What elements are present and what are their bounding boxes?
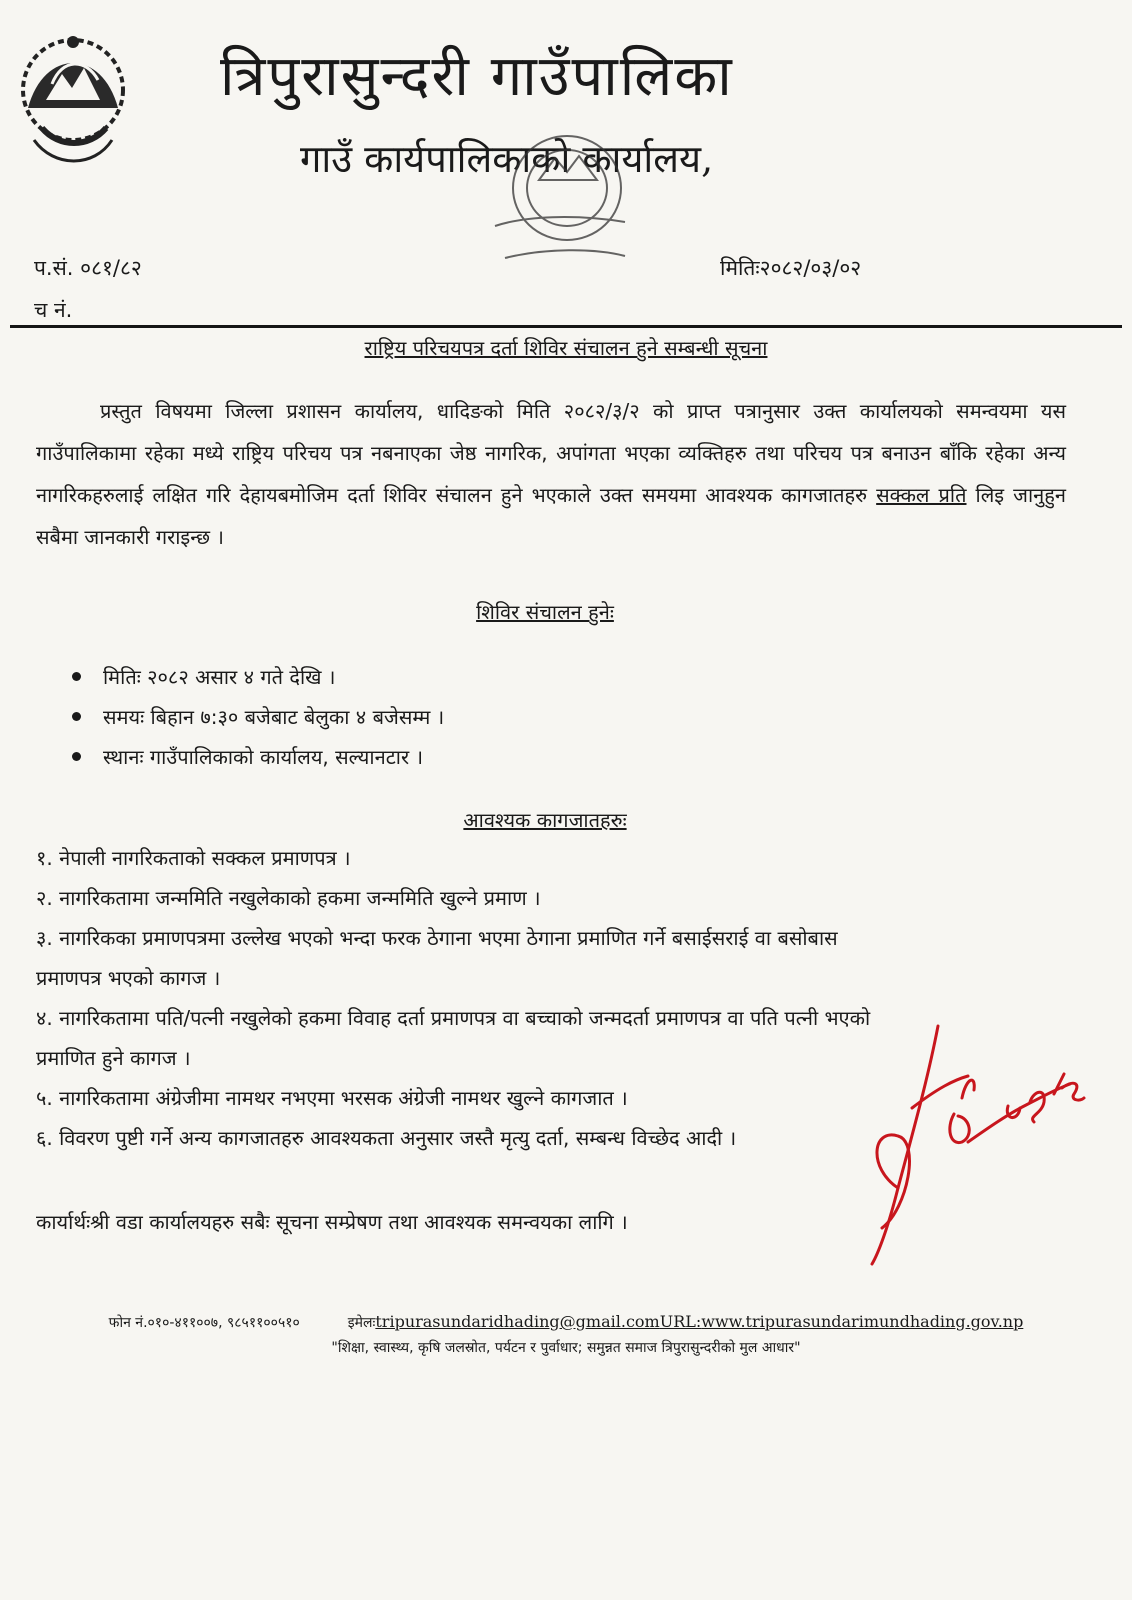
camp-detail-item	[72, 696, 444, 736]
body-text-part2: लिइ जानुहुन सबैमा जानकारी गराइन्छ ।	[36, 483, 1066, 549]
office-seal-stamp	[455, 118, 665, 298]
document-item: ५. नागरिकतामा अंग्रेजीमा नामथर नभएमा भरसक अंग्रेजी नामथर खुल्ने कागजात ।	[36, 1086, 628, 1110]
camp-details-list	[72, 656, 444, 776]
bullet-icon	[72, 672, 81, 681]
dispatch-number: च नं.	[34, 298, 73, 322]
url-label: URL:	[659, 1312, 702, 1331]
camp-date: मितिः २०८२ असार ४ गते देखि ।	[103, 664, 336, 689]
notice-subject: राष्ट्रिय परिचयपत्र दर्ता शिविर संचालन हुने सम्बन्धी सूचना	[364, 336, 768, 360]
footer-contact	[0, 1312, 1132, 1332]
handwritten-signature	[858, 1018, 1088, 1270]
documents-heading: आवश्यक कागजातहरुः	[463, 808, 627, 832]
bullet-icon	[72, 752, 81, 761]
email-label: इमेलः	[347, 1315, 376, 1331]
website-link[interactable]: www.tripurasundarimundhading.gov.np	[701, 1312, 1024, 1331]
document-item: ३. नागरिकका प्रमाणपत्रमा उल्लेख भएको भन्दा फरक ठेगाना भएमा ठेगाना प्रमाणित गर्ने बसाईसराई वा बसोबास	[36, 926, 838, 950]
camp-heading: शिविर संचालन हुनेः	[476, 600, 614, 624]
document-item: १. नेपाली नागरिकताको सक्कल प्रमाणपत्र ।	[36, 846, 351, 870]
body-emphasis: सक्कल प्रति	[876, 483, 967, 507]
body-text-part1: प्रस्तुत विषयमा जिल्ला प्रशासन कार्यालय, धादिङको मिति २०८२/३/२ को प्राप्त पत्रानुसार उक्त कार्यालयको समन्वयमा यस गाउँपालिकामा रहेका मध्ये राष्ट्रिय परिचय पत्र नबनाएका जेष्ठ नागरिक, अपांगता भएका व्यक्तिहरु तथा परिचय पत्र बनाउन बाँकि रहेका अन्य नागरिकहरुलाई लक्षित गरि देहायबमोजिम दर्ता शिविर संचालन हुने भएकाले उक्त समयमा आवश्यक कागजातहरु	[36, 399, 1066, 507]
nepal-emblem-logo	[14, 28, 132, 176]
notice-date: मितिः२०८२/०३/०२	[720, 256, 862, 280]
email-link[interactable]: tripurasundaridhading@gmail.com	[375, 1312, 660, 1331]
camp-venue: स्थानः गाउँपालिकाको कार्यालय, सल्यानटार ।	[103, 744, 424, 769]
camp-detail-item	[72, 656, 444, 696]
camp-time: समयः बिहान ७:३० बजेबाट बेलुका ४ बजेसम्म ।	[103, 704, 445, 729]
office-subtitle: गाउँ कार्यपालिकाको कार्यालय,	[300, 137, 714, 181]
reference-number: प.सं. ०८१/८२	[34, 256, 142, 280]
document-item: ४. नागरिकतामा पति/पत्नी नखुलेको हकमा विवाह दर्ता प्रमाणपत्र वा बच्चाको जन्मदर्ता प्रमाणपत्र वा पति पत्नी भएको	[36, 1006, 871, 1030]
document-item: २. नागरिकतामा जन्ममिति नखुलेकाको हकमा जन्ममिति खुल्ने प्रमाण ।	[36, 886, 541, 910]
footer-motto: "शिक्षा, स्वास्थ्य, कृषि जलस्रोत, पर्यटन र पुर्वाधार; समुन्नत समाज त्रिपुरासुन्दरीको मुल आधार"	[331, 1340, 801, 1356]
notice-body	[36, 390, 1066, 558]
bullet-icon	[72, 712, 81, 721]
camp-detail-item	[72, 736, 444, 776]
document-item-continued: प्रमाणित हुने कागज ।	[36, 1046, 191, 1070]
document-item: ६. विवरण पुष्टी गर्ने अन्य कागजातहरु आवश्यकता अनुसार जस्तै मृत्यु दर्ता, सम्बन्ध विच्छेद आदी ।	[36, 1126, 737, 1150]
document-item-continued: प्रमाणपत्र भएको कागज ।	[36, 966, 221, 990]
header-divider	[10, 325, 1122, 328]
phone-number: फोन नं.०१०-४११००७, ९८५११००५१०	[108, 1315, 300, 1331]
municipality-title: त्रिपुरासुन्दरी गाउँपालिका	[220, 44, 734, 109]
forwarded-to: कार्यार्थःश्री वडा कार्यालयहरु सबैः सूचना सम्प्रेषण तथा आवश्यक समन्वयका लागि ।	[36, 1210, 628, 1234]
